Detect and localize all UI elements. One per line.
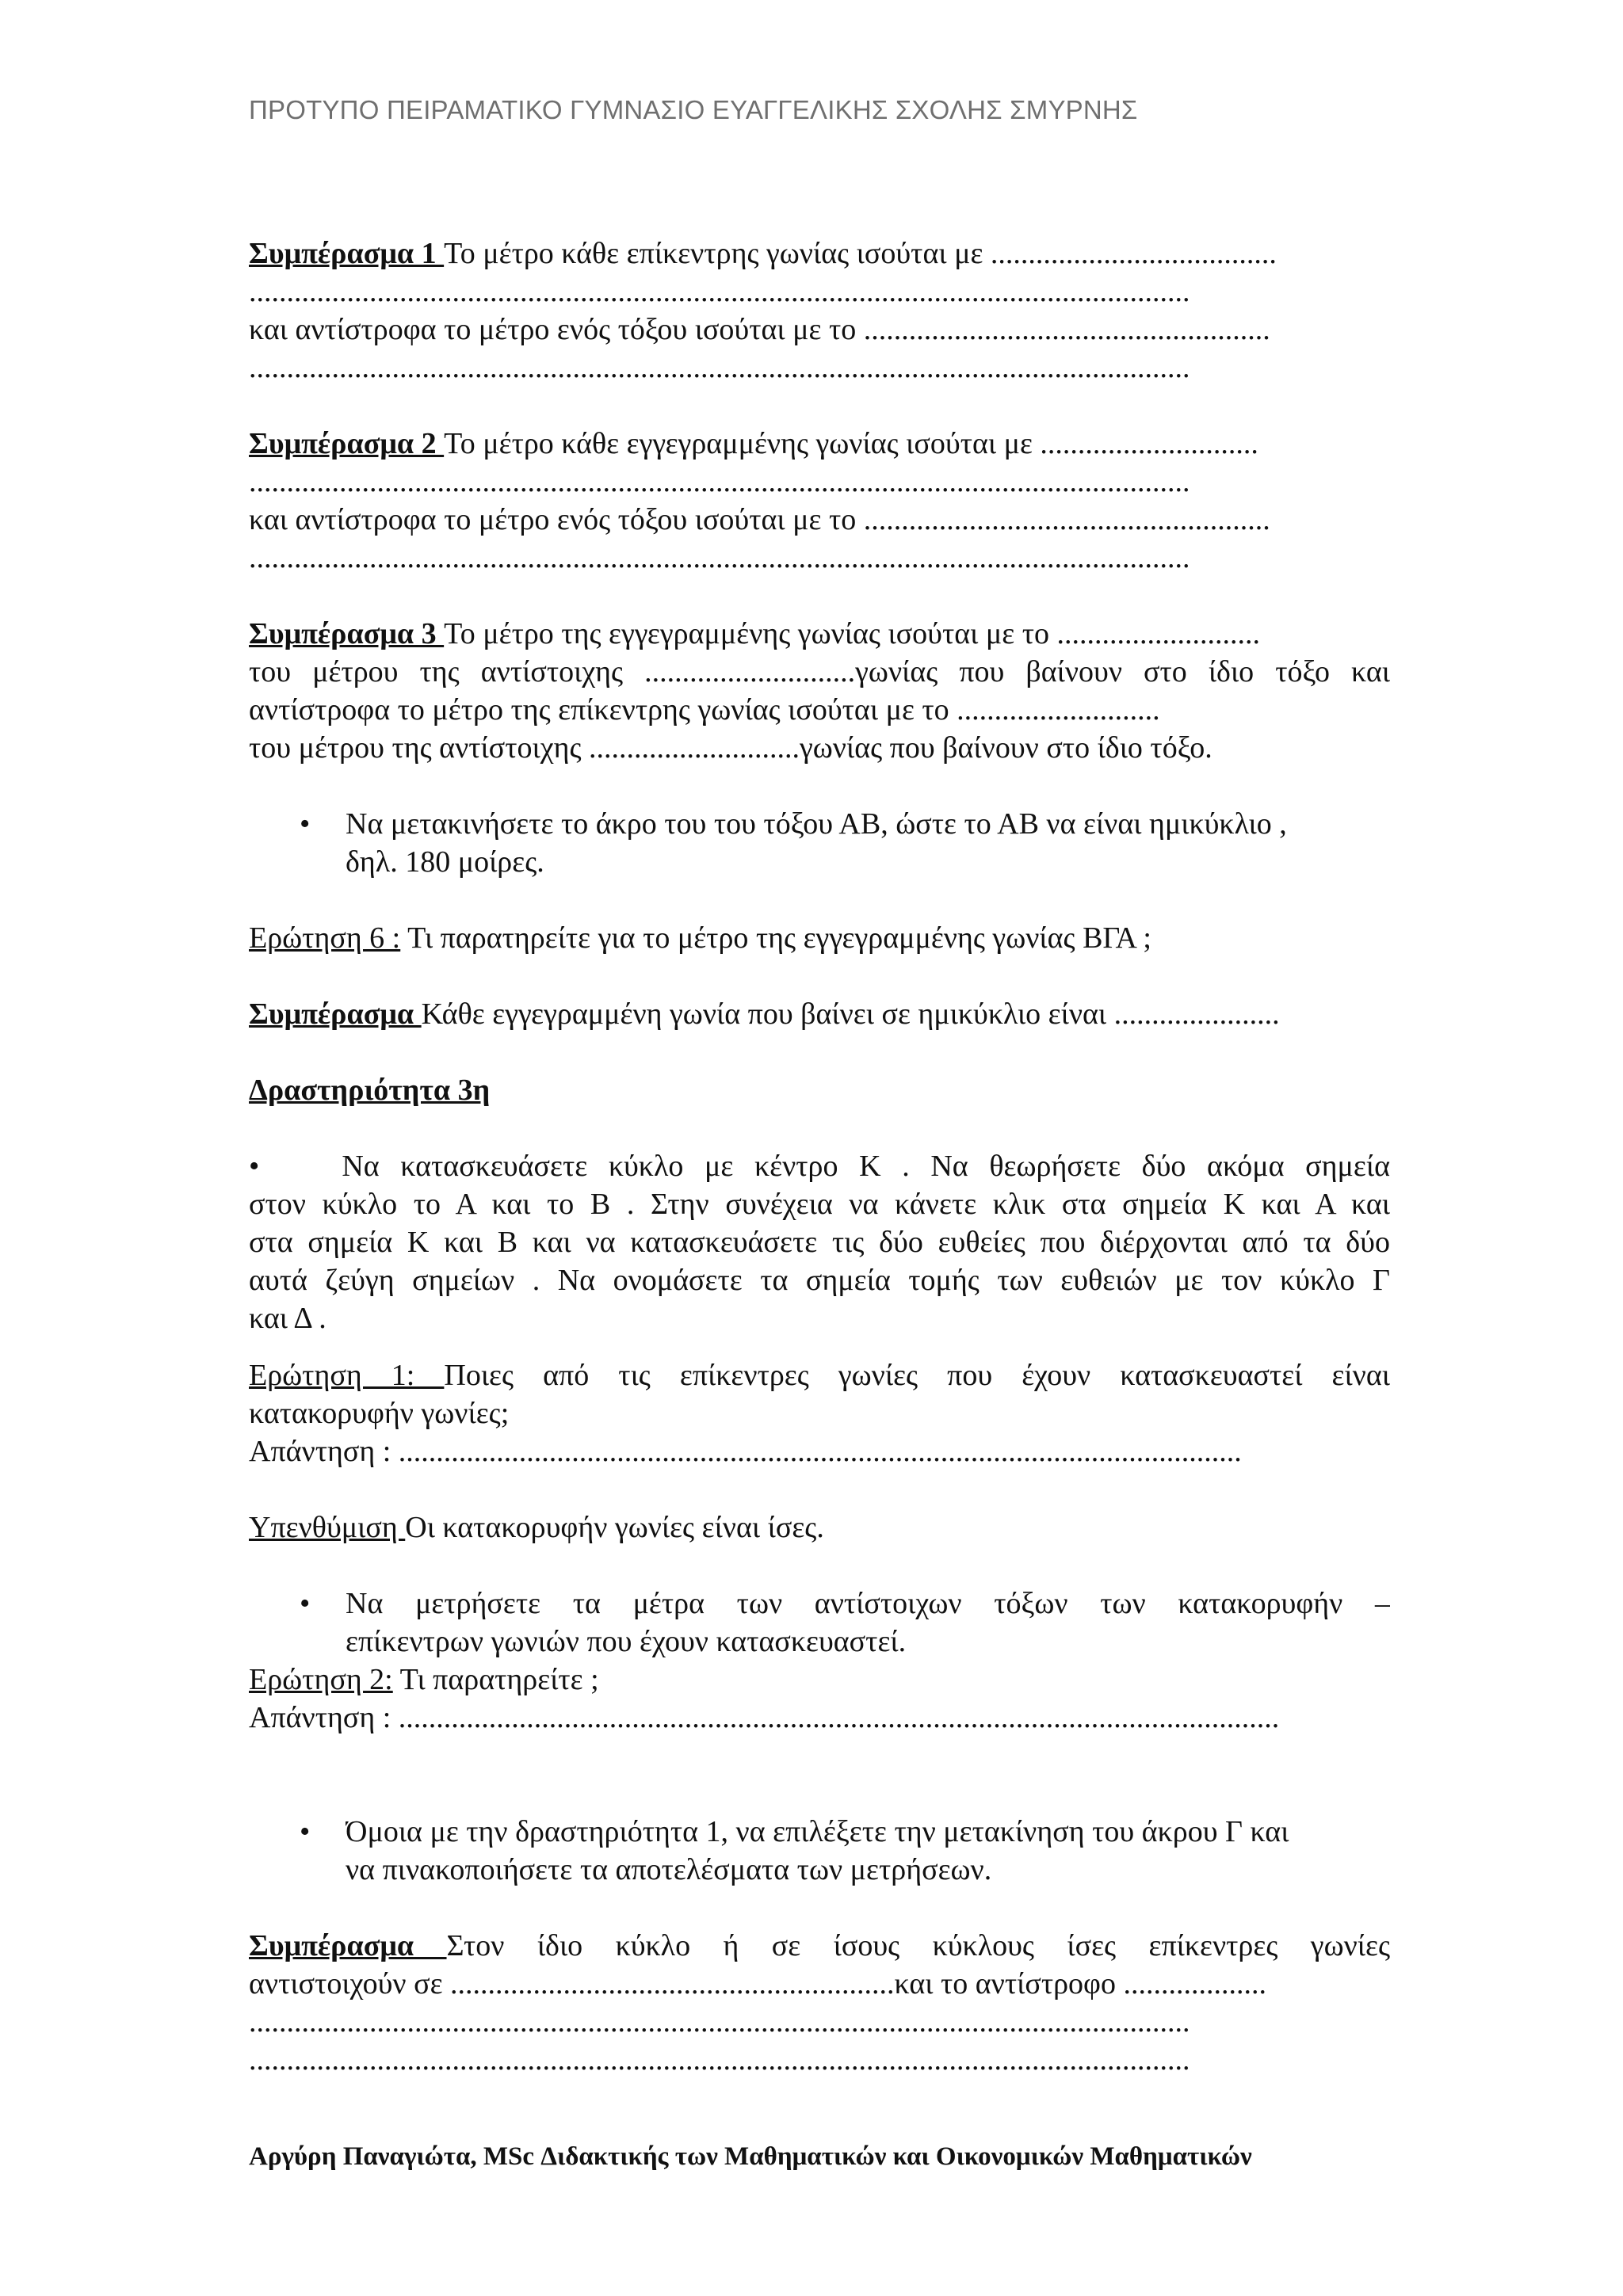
bullet-item-move-arc: • Να μετακινήσετε το άκρο του του τόξου ΑΒ, ώστε το ΑΒ να είναι ημικύκλιο , δηλ. 180 μοίρες.	[249, 805, 1390, 881]
question-1-label: Ερώτηση 1:	[249, 1359, 445, 1392]
activity-3-title: Δραστηριότητα 3η	[249, 1074, 491, 1107]
activity-3-line-4: αυτά ζεύγη σημείων . Να ονομάσετε τα σημεία τομής των ευθειών με τον κύκλο Γ	[249, 1264, 1390, 1297]
conclusion-equal-circles-line-1: Συμπέρασμα Στον ίδιο κύκλο ή σε ίσους κύκλους ίσες επίκεντρες γωνίες	[249, 1929, 1390, 1962]
conclusion-equal-circles-line-3: .............................................................................................................................	[249, 2005, 1190, 2039]
conclusion-3-line-1: Συμπέρασμα 3 Το μέτρο της εγγεγραμμένης γωνίας ισούται με το ...........................	[249, 617, 1260, 650]
activity-3-line-1: • Να κατασκευάσετε κύκλο με κέντρο Κ . Να θεωρήσετε δύο ακόμα σημεία	[249, 1150, 1390, 1183]
page-header: ΠΡΟΤΥΠΟ ΠΕΙΡΑΜΑΤΙΚΟ ΓΥΜΝΑΣΙΟ ΕΥΑΓΓΕΛΙΚΗΣ ΣΧΟΛΗΣ ΣΜΥΡΝΗΣ	[249, 95, 1138, 124]
conclusion-1-line-3: και αντίστροφα το μέτρο ενός τόξου ισούται με το ......................................................	[249, 313, 1270, 346]
reminder: Υπενθύμιση Οι κατακορυφήν γωνίες είναι ίσες.	[249, 1511, 824, 1544]
conclusion-equal-circles-line-2: αντιστοιχούν σε ...........................................................και το αντίστροφο ...................	[249, 1967, 1266, 2000]
question-2: Ερώτηση 2: Τι παρατηρείτε ;	[249, 1663, 599, 1696]
bullet-icon: •	[249, 1150, 260, 1183]
conclusion-equal-circles-line-4: .............................................................................................................................	[249, 2043, 1190, 2077]
conclusion-2-line-1: Συμπέρασμα 2 Το μέτρο κάθε εγγεγραμμένης γωνίας ισούται με .............................	[249, 427, 1258, 460]
bullet-icon: •	[300, 1815, 311, 1848]
conclusion-3-line-4: του μέτρου της αντίστοιχης ............................γωνίας που βαίνουν στο ίδιο τόξο.	[249, 731, 1212, 765]
document-body	[249, 235, 1390, 2079]
conclusion-semicircle: Συμπέρασμα Κάθε εγγεγραμμένη γωνία που βαίνει σε ημικύκλιο είναι ......................	[249, 997, 1280, 1031]
conclusion-3-label: Συμπέρασμα 3	[249, 617, 445, 650]
question-1-line-1: Ερώτηση 1: Ποιες από τις επίκεντρες γωνίες που έχουν κατασκευαστεί είναι	[249, 1359, 1390, 1392]
conclusion-2-line-4: .............................................................................................................................	[249, 541, 1190, 574]
conclusion-2-line-3: και αντίστροφα το μέτρο ενός τόξου ισούται με το ......................................................	[249, 503, 1270, 536]
question-1-line-2: κατακορυφήν γωνίες;	[249, 1397, 510, 1430]
activity-3-line-2: στον κύκλο το Α και το Β . Στην συνέχεια να κάνετε κλικ στα σημεία Κ και Α και	[249, 1188, 1390, 1221]
activity-3-line-3: στα σημεία Κ και Β και να κατασκευάσετε τις δύο ευθείες που διέρχονται από τα δύο	[249, 1226, 1390, 1259]
conclusion-1-label: Συμπέρασμα 1	[249, 237, 445, 270]
conclusion-equal-circles-label: Συμπέρασμα	[249, 1929, 447, 1962]
conclusion-1-line-2: .............................................................................................................................	[249, 275, 1190, 308]
question-2-answer: Απάντηση : .....................................................................................................................	[249, 1701, 1280, 1734]
conclusion-1-line-1: Συμπέρασμα 1 Το μέτρο κάθε επίκεντρης γωνίας ισούται με ......................................	[249, 237, 1277, 270]
page-footer: Αργύρη Παναγιώτα, MSc Διδακτικής των Μαθηματικών και Οικονομικών Μαθηματικών	[249, 2142, 1252, 2171]
question-6: Ερώτηση 6 : Τι παρατηρείτε για το μέτρο της εγγεγραμμένης γωνίας ΒΓΑ ;	[249, 921, 1151, 955]
conclusion-1-line-4: .............................................................................................................................	[249, 351, 1190, 384]
bullet-icon: •	[300, 1587, 311, 1620]
conclusion-2-label: Συμπέρασμα 2	[249, 427, 445, 460]
activity-3-line-5: και Δ .	[249, 1302, 327, 1335]
conclusion-3-line-3: αντίστροφα το μέτρο της επίκεντρης γωνίας ισούται με το ...........................	[249, 693, 1160, 727]
question-1-answer: Απάντηση : ................................................................................................................	[249, 1435, 1242, 1468]
question-6-label: Ερώτηση 6 :	[249, 921, 401, 955]
conclusion-2-line-2: .............................................................................................................................	[249, 465, 1190, 498]
bullet-item-measure-arcs: • Να μετρήσετε τα μέτρα των αντίστοιχων τόξων των κατακορυφήν – επίκεντρων γωνιών που έχουν κατασκευαστεί.	[249, 1585, 1390, 1661]
bullet-icon: •	[300, 807, 311, 841]
bullet-item-tabulate: • Όμοια με την δραστηριότητα 1, να επιλέξετε την μετακίνηση του άκρου Γ και να πινακοποιήσετε τα αποτελέσματα των μετρήσεων.	[249, 1813, 1390, 1889]
question-2-label: Ερώτηση 2:	[249, 1663, 393, 1696]
reminder-label: Υπενθύμιση	[249, 1511, 406, 1544]
conclusion-3-line-2: του μέτρου της αντίστοιχης ............................γωνίας που βαίνουν στο ίδιο τόξο και	[249, 655, 1390, 688]
conclusion-semicircle-label: Συμπέρασμα	[249, 997, 422, 1031]
